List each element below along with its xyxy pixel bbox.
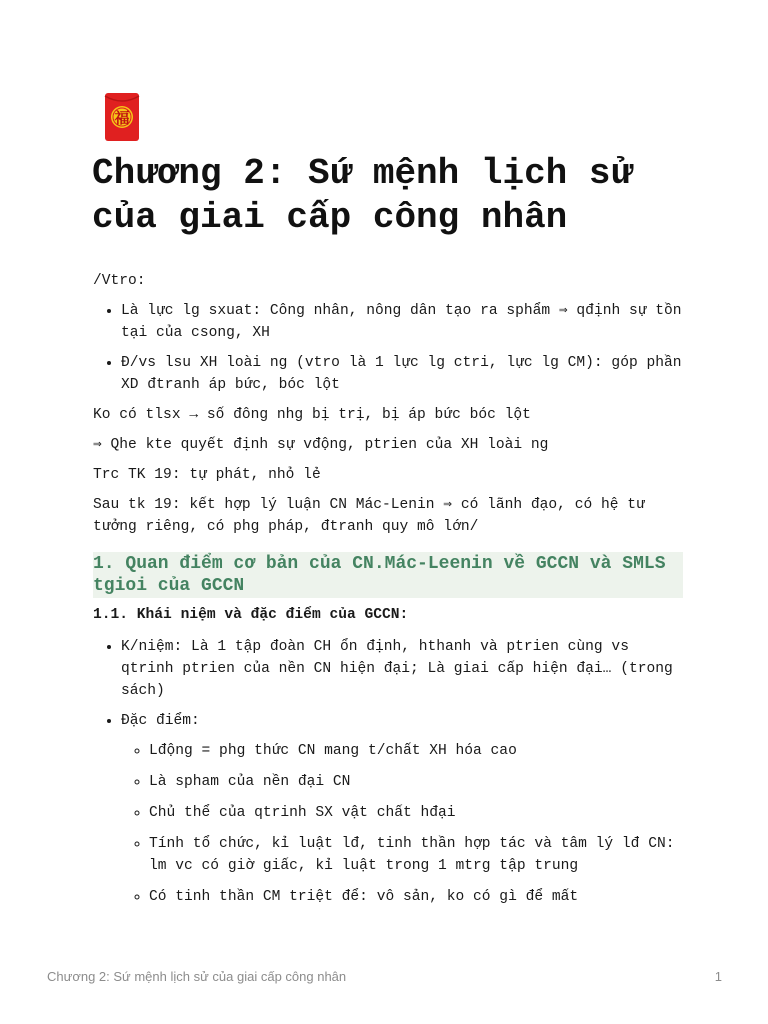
document-body (93, 270, 683, 917)
footer-page-number: 1 (714, 969, 722, 984)
list-item: • Đ/vs lsu XH loài ng (vtro là 1 lực lg ctri, lực lg CM): góp phần XD đtranh áp bức, bóc lột (121, 352, 683, 396)
paragraph-trc: Trc TK 19: tự phát, nhỏ lẻ (93, 467, 321, 483)
concept-list (93, 636, 683, 908)
section-heading-1: 1. Quan điểm cơ bản của CN.Mác-Leenin về GCCN và SMLS tgioi của GCCN (93, 552, 683, 598)
list-item-dacdiem (121, 710, 683, 908)
red-envelope-icon (104, 92, 140, 142)
paragraph-qhe: ⇒ Qhe kte quyết định sự vđộng, ptrien của XH loài ng (93, 437, 549, 453)
subsection-heading-1-1: 1.1. Khái niệm và đặc điểm của GCCN: (93, 607, 409, 623)
list-item: • Là lực lg sxuat: Công nhân, nông dân tạo ra sphẩm ⇒ qđịnh sự tồn tại của csong, XH (121, 300, 683, 344)
sublist-item: ◦ Là spham của nền đại CN (149, 771, 683, 793)
vtro-label: /Vtro: (93, 273, 146, 289)
page-title: Chương 2: Sứ mệnh lịch sử của giai cấp công nhân (92, 153, 633, 238)
vtro-list (93, 300, 683, 396)
dacdiem-label: Đặc điểm: (121, 713, 200, 729)
sublist-item: ◦ Chủ thể của qtrinh SX vật chất hđại (149, 802, 683, 824)
sublist-item: ◦ Tính tổ chức, kỉ luật lđ, tinh thần hợp tác và tâm lý lđ CN: lm vc có giờ giấc, kỉ luật trong 1 mtrg tập trung (149, 833, 683, 877)
envelope-character: 福 (114, 109, 130, 127)
sublist-item: ◦ Lđộng = phg thức CN mang t/chất XH hóa cao (149, 740, 683, 762)
paragraph-ko: Ko có tlsx → số đông nhg bị trị, bị áp bức bóc lột (93, 407, 531, 423)
sublist-item: ◦ Có tinh thần CM triệt để: vô sản, ko có gì để mất (149, 886, 683, 908)
list-item: • K/niệm: Là 1 tập đoàn CH ổn định, hthanh và ptrien cùng vs qtrinh ptrien của nền CN hiện đại; Là giai cấp hiện đại… (trong sách) (121, 636, 683, 702)
paragraph-sau: Sau tk 19: kết hợp lý luận CN Mác-Lenin ⇒ có lãnh đạo, có hệ tư tưởng riêng, có phg pháp, đtranh quy mô lớn/ (93, 497, 645, 535)
dacdiem-sublist (121, 740, 683, 908)
footer-title: Chương 2: Sứ mệnh lịch sử của giai cấp công nhân (47, 969, 347, 984)
